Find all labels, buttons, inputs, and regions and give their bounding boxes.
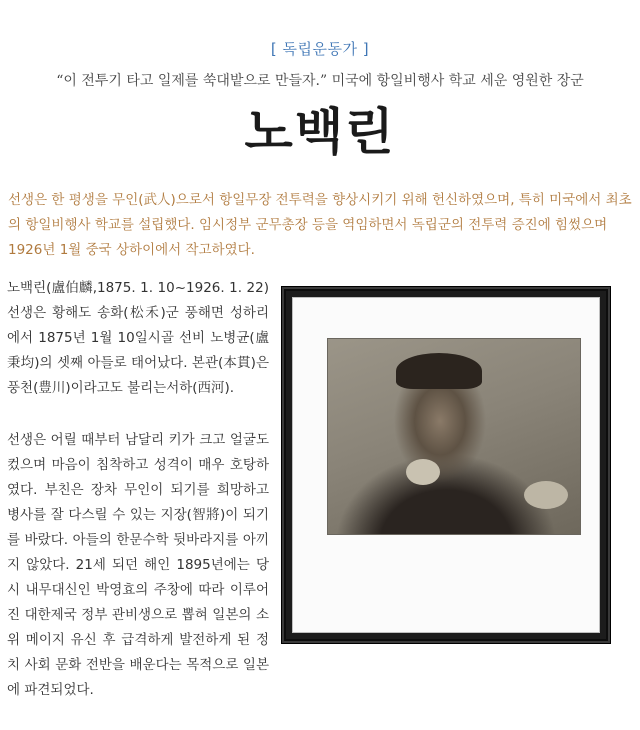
portrait-epaulet-right	[524, 481, 568, 509]
body-paragraph-1: 노백린(盧伯麟,1875. 1. 10~1926. 1. 22) 선생은 황해도 송화(松禾)군 풍해면 성하리에서 1875년 1월 10일시골 선비 노병균(盧秉均)의 셋째 아들로 태어났다. 본관(本貫)은 풍천(豊川)이라고도 불리는서하(西河).	[7, 280, 269, 396]
portrait-hair-shape	[396, 353, 482, 389]
portrait-frame	[281, 286, 611, 644]
portrait-mat	[292, 297, 600, 633]
article-subtitle: “이 전투기 타고 일제를 쑥대밭으로 만들자.” 미국에 항일비행사 학교 세운 영원한 장군	[56, 73, 584, 89]
category-tag: [ 독립운동가 ]	[270, 40, 370, 58]
body-text-column	[7, 276, 269, 730]
article-title: 노백린	[244, 102, 396, 161]
portrait-epaulet-left	[406, 459, 440, 485]
portrait-photo	[327, 338, 581, 535]
body-paragraph-2: 선생은 어릴 때부터 남달리 키가 크고 얼굴도 컸으며 마음이 침착하고 성격이 매우 호탕하였다. 부친은 장차 무인이 되기를 희망하고 병사를 잘 다스릴 수 있는 지장(智將)이 되기를 바랐다. 아들의 한문수학 뒷바라지를 아끼지 않았다. 21세 되던 해인 1895년에는 당시 내무대신인 박영효의 주창에 따라 이루어진 대한제국 정부 관비생으로 뽑혀 일본의 소위 메이지 유신 후 급격하게 발전하게 된 정치 사회 문화 전반을 배운다는 목적으로 일본에 파견되었다.	[7, 432, 269, 698]
lead-paragraph: 선생은 한 평생을 무인(武人)으로서 항일무장 전투력을 향상시키기 위해 헌신하였으며, 특히 미국에서 최초의 항일비행사 학교를 설립했다. 임시정부 군무총장 등을 역임하면서 독립군의 전투력 증진에 힘썼으며 1926년 1월 중국 상하이에서 작고하였다.	[8, 192, 632, 258]
